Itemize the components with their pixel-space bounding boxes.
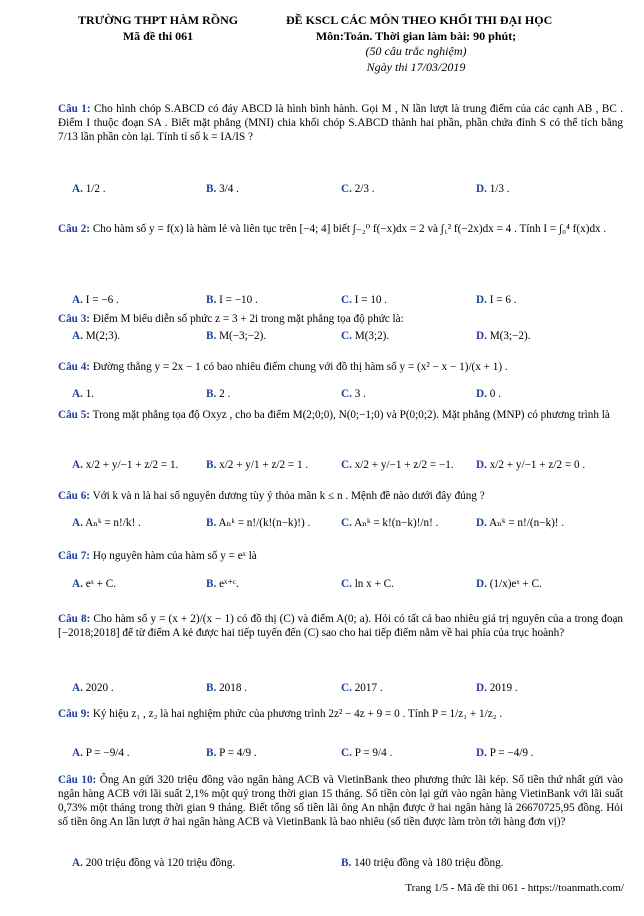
option-c[interactable] <box>341 293 387 307</box>
question-text: Điểm M biểu diễn số phức z = 3 + 2i trong mặt phẳng tọa độ phức là: <box>92 313 404 325</box>
option-c[interactable] <box>341 329 389 343</box>
option-d[interactable] <box>476 681 518 695</box>
option-a[interactable] <box>72 856 235 870</box>
question-2 <box>58 222 623 236</box>
option-text: 140 triệu đồng và 180 triệu đồng. <box>351 857 504 869</box>
option-letter: B. <box>206 183 217 195</box>
option-letter: C. <box>341 294 352 306</box>
question-text: Cho hàm số y = f(x) là hàm lẻ và liên tục trên [−4; 4] biết ∫₋₂⁰ f(−x)dx = 2 và ∫₁² f(−2x)dx = 4 . Tính I = ∫₀⁴ f(x)dx . <box>92 223 607 235</box>
option-text: P = −4/9 . <box>486 747 534 759</box>
option-d[interactable] <box>476 746 534 760</box>
question-text: Cho hàm số y = (x + 2)/(x − 1) có đồ thị (C) và điểm A(0; a). Hỏi có tất cả bao nhiêu giá trị nguyên của a trong đoạn [−2018;2018] để từ điểm A kẻ được hai tiếp tuyến đến (C) sao cho hai tiếp điểm nằm về hai phía của trục hoành? <box>58 613 624 639</box>
option-letter: D. <box>476 330 487 342</box>
option-letter: C. <box>341 330 352 342</box>
option-text: 2019 . <box>486 682 518 694</box>
option-d[interactable] <box>476 516 564 530</box>
option-letter: C. <box>341 578 352 590</box>
question-4 <box>58 360 623 374</box>
option-text: M(−3;−2). <box>216 330 267 342</box>
option-text: 2 . <box>216 388 231 400</box>
option-a[interactable] <box>72 329 120 343</box>
question-label: Câu 6: <box>58 490 91 502</box>
option-text: 3/4 . <box>216 183 239 195</box>
option-text: Aₙᵏ = n!/k! . <box>82 517 141 529</box>
option-letter: C. <box>341 517 352 529</box>
option-text: 200 triệu đồng và 120 triệu đồng. <box>82 857 236 869</box>
option-c[interactable] <box>341 182 375 196</box>
option-text: P = 4/9 . <box>216 747 257 759</box>
option-a[interactable] <box>72 681 114 695</box>
options-row-8 <box>58 681 623 697</box>
option-text: I = −10 . <box>216 294 258 306</box>
option-d[interactable] <box>476 293 517 307</box>
subject-time: Môn:Toán. Thời gian làm bài: 90 phút; <box>315 28 517 43</box>
option-letter: C. <box>341 388 352 400</box>
option-letter: A. <box>72 388 83 400</box>
option-text: Aₙᵏ = n!/(k!(n−k)!) . <box>216 517 311 529</box>
option-letter: A. <box>72 857 83 869</box>
option-text: x/2 + y/1 + z/2 = 1 . <box>216 459 309 471</box>
question-10 <box>58 773 623 829</box>
exam-header <box>286 13 553 75</box>
option-letter: B. <box>206 330 217 342</box>
option-text: 3 . <box>351 388 366 400</box>
option-b[interactable] <box>206 746 257 760</box>
option-letter: A. <box>72 459 83 471</box>
option-b[interactable] <box>206 681 247 695</box>
option-text: 2/3 . <box>351 183 375 195</box>
option-text: 1/3 . <box>486 183 510 195</box>
question-label: Câu 5: <box>58 409 91 421</box>
option-letter: B. <box>341 857 352 869</box>
question-label: Câu 1: <box>58 103 91 115</box>
option-text: 0 . <box>486 388 501 400</box>
question-label: Câu 9: <box>58 708 91 720</box>
school-header <box>78 13 238 44</box>
option-letter: A. <box>72 517 83 529</box>
option-a[interactable] <box>72 577 116 591</box>
option-b[interactable] <box>206 516 310 530</box>
option-text: 1. <box>82 388 95 400</box>
option-letter: D. <box>476 517 487 529</box>
option-letter: A. <box>72 682 83 694</box>
option-letter: A. <box>72 294 83 306</box>
option-b[interactable] <box>206 182 239 196</box>
option-c[interactable] <box>341 681 383 695</box>
option-text: (1/x)eˣ + C. <box>486 578 542 590</box>
option-letter: D. <box>476 682 487 694</box>
options-row-10 <box>58 856 623 872</box>
page-footer: Trang 1/5 - Mã đề thi 061 - https://toanmath.com/ <box>405 882 624 894</box>
options-row-5 <box>58 458 623 474</box>
option-d[interactable] <box>476 329 531 343</box>
question-label: Câu 3: <box>58 313 91 325</box>
option-d[interactable] <box>476 577 542 591</box>
option-letter: B. <box>206 459 217 471</box>
option-a[interactable] <box>72 458 178 472</box>
question-6 <box>58 489 623 503</box>
option-d[interactable] <box>476 182 510 196</box>
option-text: I = 10 . <box>351 294 388 306</box>
question-text: Họ nguyên hàm của hàm số y = eˣ là <box>92 550 257 562</box>
school-name: TRƯỜNG THPT HÀM RỒNG <box>78 13 239 27</box>
option-b[interactable] <box>341 856 504 870</box>
question-7 <box>58 549 623 563</box>
option-text: x/2 + y/−1 + z/2 = −1. <box>351 459 454 471</box>
option-letter: B. <box>206 682 217 694</box>
option-letter: B. <box>206 294 217 306</box>
question-5 <box>58 408 623 422</box>
option-text: 1/2 . <box>82 183 106 195</box>
option-a[interactable] <box>72 516 141 530</box>
options-row-7 <box>58 577 623 593</box>
options-row-6 <box>58 516 623 532</box>
question-text: Ông An gửi 320 triệu đồng vào ngân hàng ACB và VietinBank theo phương thức lãi kép. Số tiền thứ nhất gửi vào ngân hàng ACB với lãi suất 2,1% một quý trong thời gian 15 tháng. Số tiền còn lại gửi vào ngân hàng VietinBank với lãi suất 0,73% một tháng trong thời gian 9 tháng. Biết tổng số tiền lãi ông An nhận được ở hai ngân hàng là 26670725,95 đồng. Hỏi số tiền ông An lần lượt ở hai ngân hàng ACB và VietinBank là bao nhiêu (số tiền được làm tròn tới hàng đơn vị)? <box>58 774 624 828</box>
option-text: eˣ + C. <box>82 578 117 590</box>
question-label: Câu 4: <box>58 361 91 373</box>
question-label: Câu 10: <box>58 774 97 786</box>
option-text: I = −6 . <box>82 294 119 306</box>
option-b[interactable] <box>206 458 308 472</box>
options-row-4 <box>58 387 623 403</box>
option-letter: D. <box>476 578 487 590</box>
option-letter: C. <box>341 747 352 759</box>
question-9 <box>58 707 623 721</box>
option-text: M(3;−2). <box>486 330 531 342</box>
option-text: 2017 . <box>351 682 383 694</box>
option-a[interactable] <box>72 746 130 760</box>
option-d[interactable] <box>476 387 501 401</box>
option-c[interactable] <box>341 387 366 401</box>
question-label: Câu 7: <box>58 550 91 562</box>
option-letter: C. <box>341 682 352 694</box>
option-a[interactable] <box>72 387 94 401</box>
option-letter: D. <box>476 183 487 195</box>
option-a[interactable] <box>72 293 119 307</box>
option-text: 2018 . <box>216 682 248 694</box>
options-row-2 <box>58 293 623 309</box>
question-text: Đường thẳng y = 2x − 1 có bao nhiêu điểm chung với đồ thị hàm số y = (x² − x − 1)/(x + 1) . <box>92 361 508 373</box>
option-b[interactable] <box>206 329 266 343</box>
option-letter: B. <box>206 578 217 590</box>
option-text: 2020 . <box>82 682 114 694</box>
exam-code: Mã đề thi 061 <box>122 28 194 43</box>
option-letter: D. <box>476 388 487 400</box>
option-text: x/2 + y/−1 + z/2 = 1. <box>82 459 179 471</box>
option-d[interactable] <box>476 458 585 472</box>
option-text: I = 6 . <box>486 294 517 306</box>
option-letter: A. <box>72 183 83 195</box>
option-text: x/2 + y/−1 + z/2 = 0 . <box>486 459 586 471</box>
options-row-3 <box>58 329 623 345</box>
option-letter: D. <box>476 459 487 471</box>
option-c[interactable] <box>341 458 454 472</box>
options-row-1 <box>58 182 623 198</box>
question-1 <box>58 102 623 144</box>
option-text: Aₙᵏ = n!/(n−k)! . <box>486 517 565 529</box>
option-letter: D. <box>476 747 487 759</box>
question-text: Với k và n là hai số nguyên dương tùy ý thỏa mãn k ≤ n . Mệnh đề nào dưới đây đúng ? <box>92 490 485 502</box>
option-c[interactable] <box>341 577 394 591</box>
exam-date: Ngày thi 17/03/2019 <box>366 59 466 74</box>
option-letter: A. <box>72 330 83 342</box>
option-text: M(3;2). <box>351 330 390 342</box>
option-letter: B. <box>206 747 217 759</box>
option-text: M(2;3). <box>82 330 121 342</box>
option-letter: B. <box>206 517 217 529</box>
option-text: P = 9/4 . <box>351 747 393 759</box>
option-letter: B. <box>206 388 217 400</box>
question-text: Trong mặt phẳng tọa độ Oxyz , cho ba điểm M(2;0;0), N(0;−1;0) và P(0;0;2). Mặt phẳng (MNP) có phương trình là <box>92 409 610 421</box>
option-b[interactable] <box>206 387 230 401</box>
question-3 <box>58 312 623 326</box>
question-label: Câu 2: <box>58 223 91 235</box>
option-text: ln x + C. <box>351 578 394 590</box>
option-b[interactable] <box>206 293 258 307</box>
question-8 <box>58 612 623 640</box>
question-label: Câu 8: <box>58 613 91 625</box>
exam-title: ĐỀ KSCL CÁC MÔN THEO KHỐI THI ĐẠI HỌC <box>286 13 553 27</box>
option-letter: C. <box>341 459 352 471</box>
option-text: P = −9/4 . <box>82 747 130 759</box>
options-row-9 <box>58 746 623 762</box>
option-c[interactable] <box>341 746 392 760</box>
option-letter: A. <box>72 578 83 590</box>
option-a[interactable] <box>72 182 106 196</box>
question-text: Cho hình chóp S.ABCD có đáy ABCD là hình bình hành. Gọi M , N lần lượt là trung điểm của các cạnh AB , BC . Điểm I thuộc đoạn SA . Biết mặt phẳng (MNI) chia khối chóp S.ABCD thành hai phần, phần chứa đỉnh S có thể tích bằng 7/13 lần phần còn lại. Tính tỉ số k = IA/IS ? <box>58 103 624 143</box>
option-b[interactable] <box>206 577 239 591</box>
option-text: eˣ⁺ᶜ. <box>216 578 239 590</box>
option-c[interactable] <box>341 516 438 530</box>
option-letter: A. <box>72 747 83 759</box>
option-letter: D. <box>476 294 487 306</box>
question-text: Ký hiệu z₁ , z₂ là hai nghiệm phức của phương trình 2z² − 4z + 9 = 0 . Tính P = 1/z₁ + 1/z₂ . <box>92 708 503 720</box>
option-text: Aₙᵏ = k!(n−k)!/n! . <box>351 517 439 529</box>
option-letter: C. <box>341 183 352 195</box>
num-questions: (50 câu trắc nghiệm) <box>365 44 467 59</box>
